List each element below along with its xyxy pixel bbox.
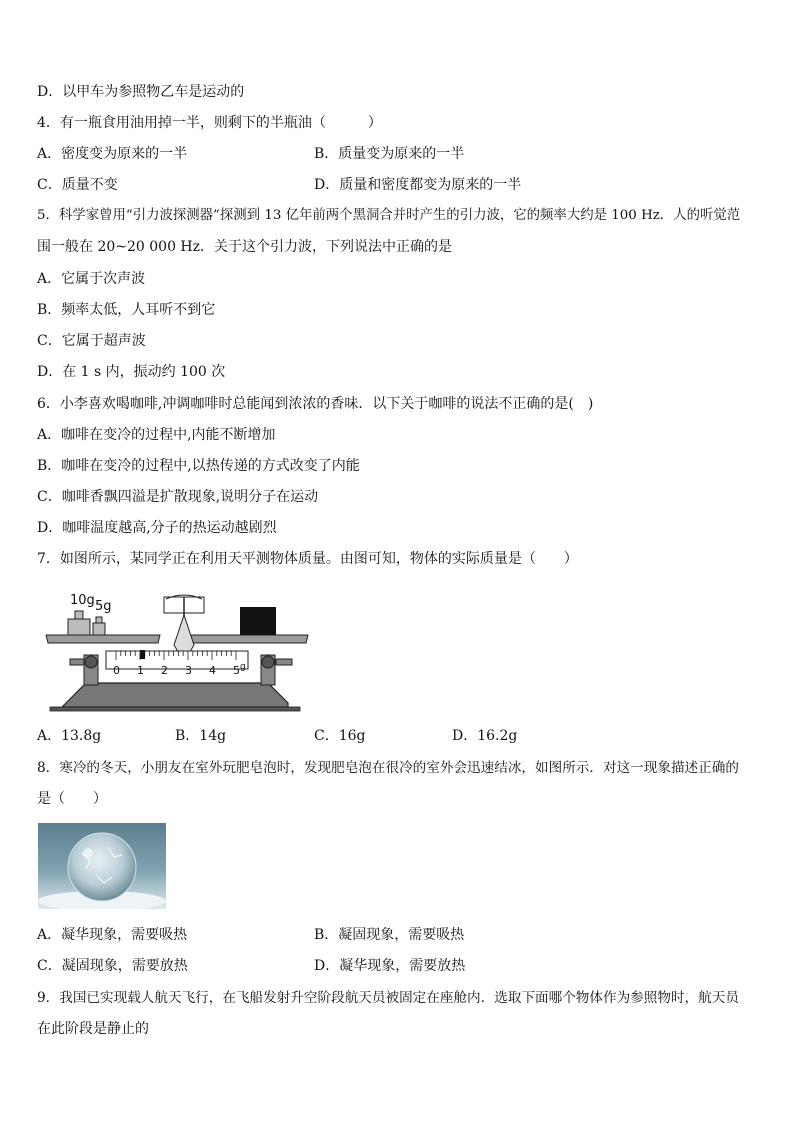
frozen-bubble-photo — [38, 823, 166, 909]
balance-figure — [40, 585, 315, 715]
weight-5g — [93, 617, 105, 635]
scale-label-5: 5 — [233, 664, 240, 677]
q6-option-b: B．咖啡在变冷的过程中,以热传递的方式改变了内能 — [37, 458, 360, 474]
scale-label-0: 0 — [113, 664, 120, 677]
right-pan — [190, 635, 308, 643]
q5-option-c: C．它属于超声波 — [37, 333, 146, 349]
weight-5g-label: 5g — [95, 599, 112, 614]
rider — [140, 650, 145, 659]
q6-option-c: C．咖啡香飘四溢是扩散现象,说明分子在运动 — [37, 489, 319, 505]
q7-option-b: B．14g — [175, 728, 227, 744]
q8-stem-line1: 8．寒冷的冬天，小朋友在室外玩肥皂泡时，发现肥皂泡在很冷的室外会迅速结冰，如图所示．对这一现象描述正确的 — [37, 760, 739, 776]
q5-stem-line2: 围一般在 20~20 000 Hz．关于这个引力波，下列说法中正确的是 — [37, 239, 453, 255]
weight-10g-label: 10g — [70, 593, 95, 608]
q5-option-b: B．频率太低，人耳听不到它 — [37, 302, 216, 318]
q8-option-c: C．凝固现象，需要放热 — [37, 958, 188, 974]
left-pan — [46, 635, 160, 643]
q6-stem: 6．小李喜欢喝咖啡,冲调咖啡时总能闻到浓浓的香味．以下关于咖啡的说法不正确的是( ) — [37, 396, 594, 412]
q8-stem-line2: 是（ ） — [37, 791, 107, 807]
q5-option-d: D．在 1 s 内，振动约 100 次 — [37, 364, 226, 380]
scale-label-1: 1 — [137, 664, 144, 677]
q4-option-d: D．质量和密度都变为原来的一半 — [314, 177, 522, 193]
q7-option-a: A．13.8g — [37, 728, 102, 744]
q7-stem: 7．如图所示，某同学正在利用天平测物体质量。由图可知，物体的实际质量是（ ） — [37, 551, 578, 567]
q4-stem: 4．有一瓶食用油用掉一半，则剩下的半瓶油（ ） — [37, 115, 382, 131]
scale-unit: g — [240, 662, 246, 672]
weight-10g — [68, 611, 90, 635]
q9-stem-line2: 在此阶段是静止的 — [37, 1021, 149, 1037]
measured-object — [240, 607, 276, 635]
q8-option-b: B．凝固现象，需要吸热 — [314, 927, 465, 943]
q7-option-c: C．16g — [314, 728, 366, 744]
scale-label-3: 3 — [185, 664, 192, 677]
scale-label-4: 4 — [209, 664, 216, 677]
q4-option-a: A．密度变为原来的一半 — [37, 146, 188, 162]
q8-option-d: D．凝华现象，需要放热 — [314, 958, 466, 974]
q4-option-c: C．质量不变 — [37, 177, 118, 193]
q5-stem-line1: 5．科学家曾用“引力波探测器”探测到 13 亿年前两个黑洞合并时产生的引力波，它的频率大约是 100 Hz．人的听觉范 — [37, 208, 741, 223]
q9-stem-line1: 9．我国已实现载人航天飞行，在飞船发射升空阶段航天员被固定在座舱内．选取下面哪个物体作为参照物时，航天员 — [37, 990, 739, 1006]
q8-option-a: A．凝华现象，需要吸热 — [37, 927, 188, 943]
q3-option-d: D．以甲车为参照物乙车是运动的 — [37, 84, 245, 100]
q6-option-d: D．咖啡温度越高,分子的热运动越剧烈 — [37, 520, 277, 536]
q5-option-a: A．它属于次声波 — [37, 271, 146, 287]
balance-base — [62, 683, 288, 707]
q6-option-a: A．咖啡在变冷的过程中,内能不断增加 — [37, 427, 276, 443]
q4-option-b: B．质量变为原来的一半 — [314, 146, 465, 162]
scale-label-2: 2 — [161, 664, 168, 677]
q7-option-d: D．16.2g — [452, 728, 518, 744]
